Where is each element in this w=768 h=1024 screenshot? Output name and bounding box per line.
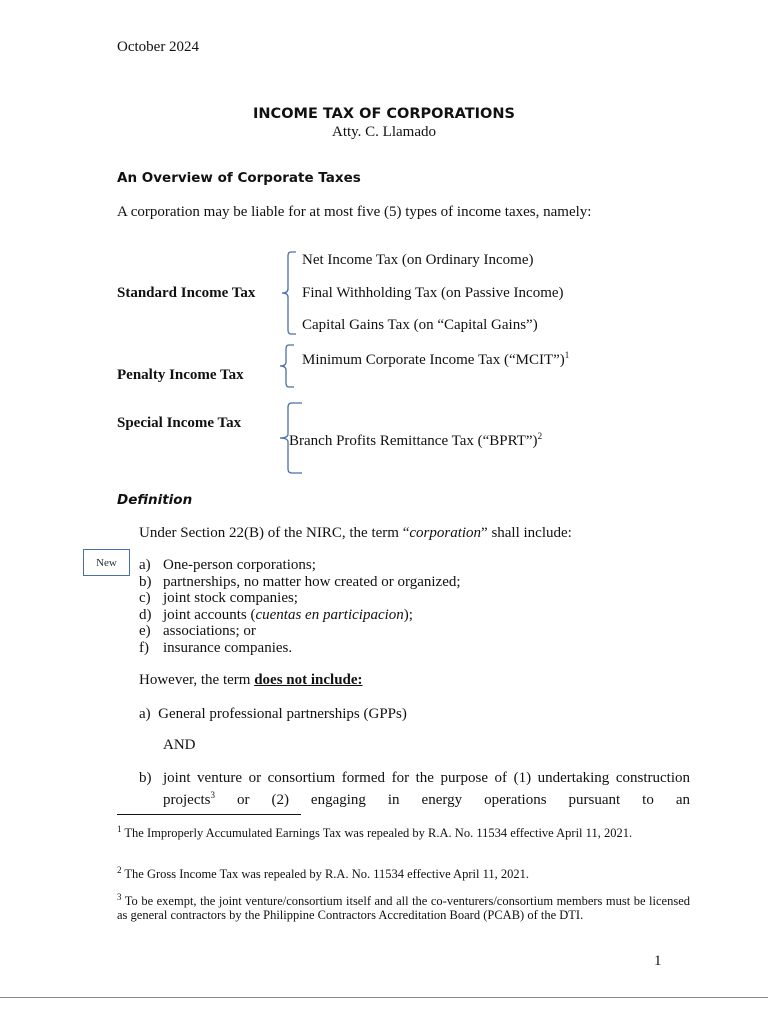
overview-intro: A corporation may be liable for at most five (5) types of income taxes, namely: bbox=[117, 204, 592, 220]
list-item: e) associations; or bbox=[139, 623, 256, 640]
however-text: However, the term does not include: bbox=[139, 672, 363, 688]
list-item: d) joint accounts (cuentas en participacion); bbox=[139, 606, 413, 623]
exclude-item-b-label: b) bbox=[139, 770, 152, 786]
list-item: b) partnerships, no matter how created or organized; bbox=[139, 573, 461, 590]
document-author: Atty. C. Llamado bbox=[331, 124, 436, 140]
list-item: a) One-person corporations; bbox=[139, 557, 316, 573]
special-income-tax-label: Special Income Tax bbox=[117, 415, 242, 431]
definition-heading: Definition bbox=[117, 492, 193, 508]
standard-brace-icon bbox=[272, 251, 298, 335]
standard-income-tax-label: Standard Income Tax bbox=[117, 285, 256, 301]
document-date: October 2024 bbox=[117, 39, 200, 55]
bprt-item: Branch Profits Remittance Tax (“BPRT”)$^2$ bbox=[289, 431, 543, 449]
footnote-1: $^1$ The Improperly Accumulated Earnings Tax was repealed by R.A. No. 11534 effective April 11, 2021. bbox=[117, 824, 633, 841]
page-number: 1 bbox=[654, 953, 662, 969]
overview-heading: An Overview of Corporate Taxes bbox=[117, 170, 361, 186]
footnote-separator bbox=[117, 814, 301, 815]
penalty-brace-icon bbox=[270, 344, 296, 388]
document-title: INCOME TAX OF CORPORATIONS bbox=[253, 106, 515, 122]
final-withholding-tax-item: Final Withholding Tax (on Passive Income) bbox=[302, 285, 564, 301]
definition-intro: Under Section 22(B) of the NIRC, the term “corporation” shall include: bbox=[139, 525, 572, 541]
page-bottom-edge bbox=[0, 997, 768, 998]
exclude-item-a: a) General professional partnerships (GPPs) bbox=[139, 706, 407, 722]
exclude-item-b-text: joint venture or consortium formed for the purpose of (1) undertaking construction projects$^3$ or (2) engaging in energy operations pursuant to an bbox=[163, 770, 690, 808]
list-item: f) insurance companies. bbox=[139, 639, 293, 656]
mcit-item: Minimum Corporate Income Tax (“MCIT”)$^1$ bbox=[302, 350, 570, 368]
capital-gains-tax-item: Capital Gains Tax (on “Capital Gains”) bbox=[302, 317, 538, 333]
footnote-2: $^2$ The Gross Income Tax was repealed by R.A. No. 11534 effective April 11, 2021. bbox=[117, 865, 529, 882]
footnote-3: $^3$ To be exempt, the joint venture/consortium itself and all the co-venturers/consortium members must be licensed as general contractors by the Philippine Contractors Accreditation Board (PCAB) of the DTI. bbox=[117, 892, 690, 923]
list-item: c) joint stock companies; bbox=[139, 590, 298, 607]
new-badge: New bbox=[83, 549, 130, 576]
and-word: AND bbox=[163, 737, 196, 753]
net-income-tax-item: Net Income Tax (on Ordinary Income) bbox=[302, 252, 534, 268]
includes-list bbox=[139, 557, 461, 657]
penalty-income-tax-label: Penalty Income Tax bbox=[117, 367, 244, 383]
